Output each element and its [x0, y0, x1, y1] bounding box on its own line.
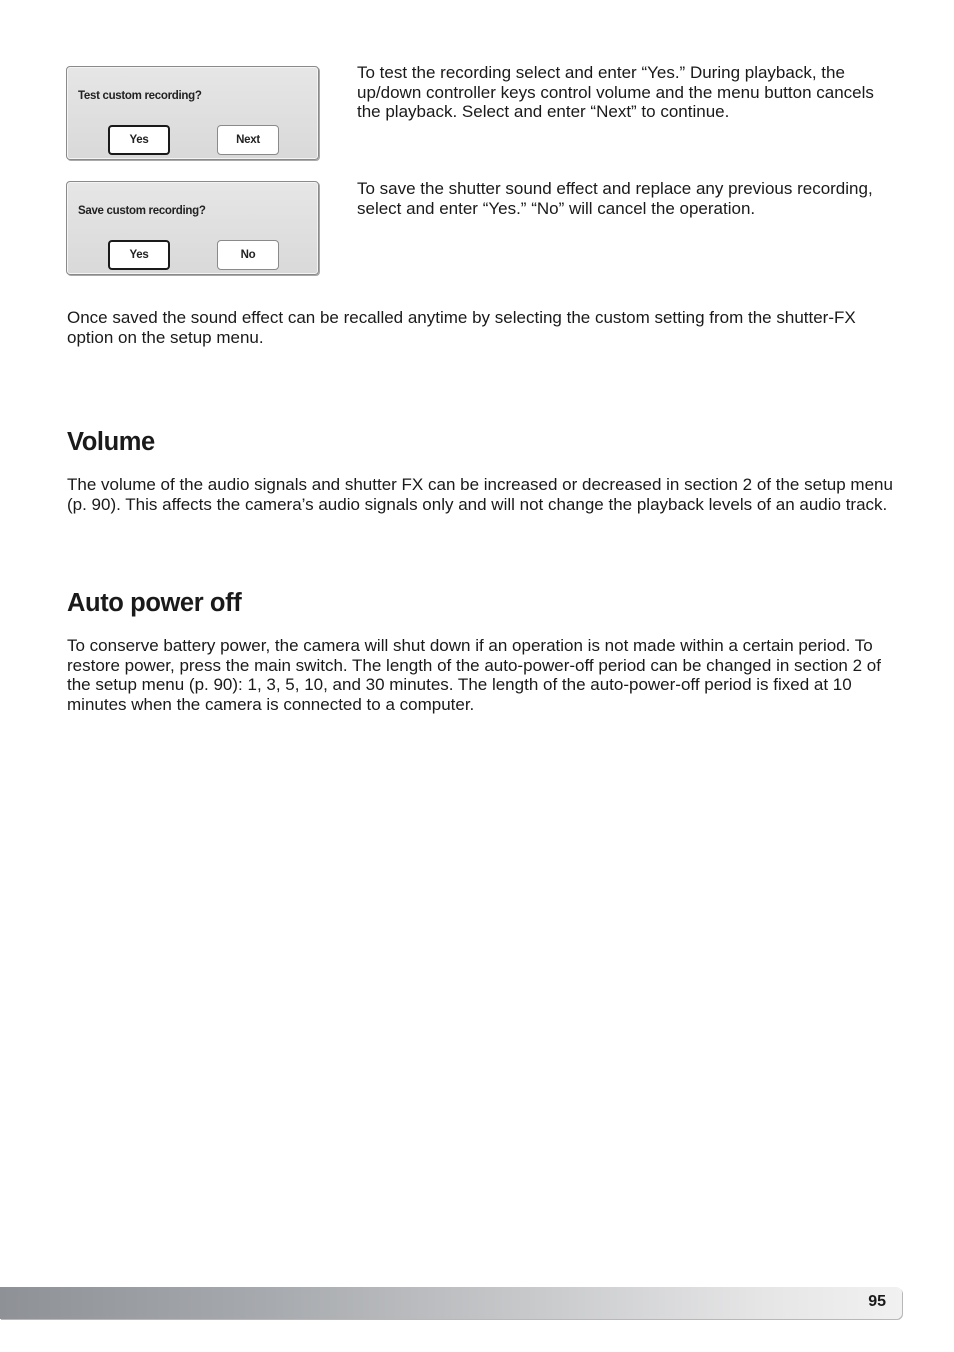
- save-recording-dialog: [66, 181, 319, 275]
- yes-button[interactable]: Yes: [108, 240, 170, 270]
- volume-paragraph: The volume of the audio signals and shutter FX can be increased or decreased in section 2 of the setup menu (p. 90). This affects the camera’s audio signals only and will not change the playback levels of an audio track.: [67, 475, 893, 514]
- dialog-title: Test custom recording?: [78, 90, 202, 102]
- test-recording-dialog: [66, 66, 319, 160]
- no-button[interactable]: No: [217, 240, 279, 270]
- auto-power-off-paragraph: To conserve battery power, the camera will shut down if an operation is not made within a certain period. To restore power, press the main switch. The length of the auto-power-off period can be changed in section 2 of the setup menu (p. 90): 1, 3, 5, 10, and 30 minutes. The length of the auto-power-off period is fixed at 10 minutes when the camera is connected to a computer.: [67, 636, 881, 714]
- auto-power-off-heading: Auto power off: [67, 589, 242, 617]
- page-number: 95: [868, 1293, 886, 1310]
- saved-sound-paragraph: Once saved the sound effect can be recalled anytime by selecting the custom setting from the shutter-FX option on the setup menu.: [67, 308, 856, 347]
- test-recording-description: To test the recording select and enter “Yes.” During playback, the up/down controller keys control volume and the menu button cancels the playback. Select and enter “Next” to continue.: [357, 63, 874, 121]
- volume-heading: Volume: [67, 428, 155, 456]
- next-button[interactable]: Next: [217, 125, 279, 155]
- save-recording-description: To save the shutter sound effect and replace any previous recording, select and enter “Yes.” “No” will cancel the operation.: [357, 179, 873, 218]
- yes-button[interactable]: Yes: [108, 125, 170, 155]
- footer-bar: [0, 1287, 902, 1319]
- dialog-title: Save custom recording?: [78, 205, 206, 217]
